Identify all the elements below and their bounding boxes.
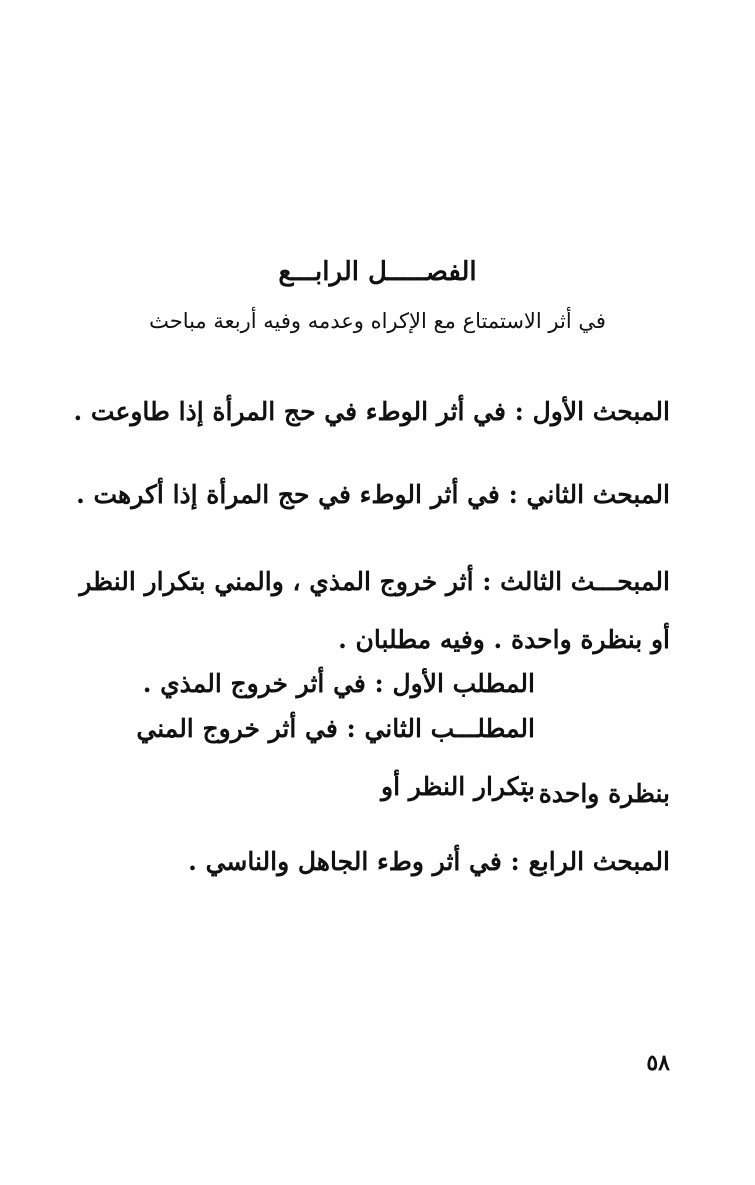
- section-fourth: المبحث الرابع : في أثر وطء الجاهل والناسي .: [188, 847, 670, 876]
- section-first: المبحث الأول : في أثر الوطء في حج المرأة إذا طاوعت .: [73, 397, 670, 426]
- subsection-second-line1: المطلـــب الثاني : في أثر خروج المني بتكرار النظر أو: [136, 714, 535, 801]
- chapter-title: الفصـــــل الرابـــع: [278, 257, 477, 287]
- chapter-subtitle: في أثر الاستمتاع مع الإكراه وعدمه وفيه أربعة مباحث: [149, 309, 606, 333]
- subsection-first: المطلب الأول : في أثر خروج المذي .: [142, 669, 535, 698]
- page-number: ٥٨: [646, 1050, 670, 1076]
- section-second: المبحث الثاني : في أثر الوطء في حج المرأة إذا أكرهت .: [76, 480, 670, 509]
- subsection-second-line2: بنظرة واحدة .: [521, 779, 670, 808]
- section-third: المبحـــث الثالث : أثر خروج المذي ، والمني بتكرار النظر أو بنظرة واحدة . وفيه مطلبان .: [79, 567, 670, 654]
